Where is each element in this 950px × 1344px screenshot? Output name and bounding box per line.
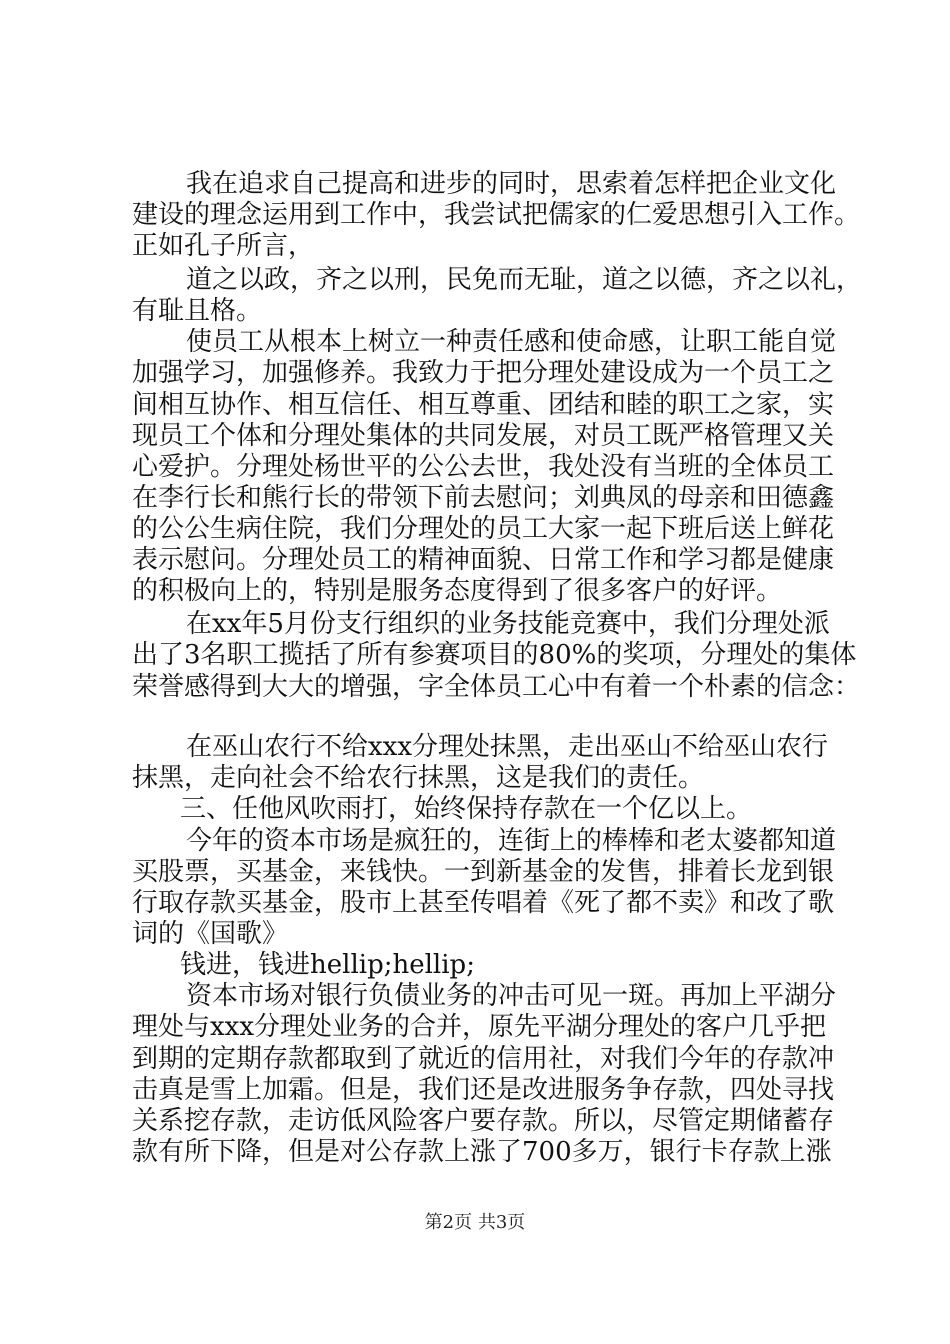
page-number-label: 第2页 共3页 [424,1212,526,1233]
text-line: 在李行长和熊行长的带领下前去慰问；刘典凤的母亲和田德鑫 [132,483,835,513]
text-line: 钱进，钱进hellip;hellip; [180,950,475,980]
text-line: 词的《国歌》 [132,919,289,949]
text-line: 抹黑，走向社会不给农行抹黑，这是我们的责任。 [132,763,705,793]
text-line: 道之以政，齐之以刑，民免而无耻，道之以德，齐之以礼， [186,265,863,295]
text-line: 出了3名职工揽括了所有参赛项目的80%的奖项，分理处的集体 [132,640,857,670]
text-line: 买股票，买基金，来钱快。一到新基金的发售，排着长龙到银 [132,857,835,887]
text-line: 现员工个体和分理处集体的共同发展，对员工既严格管理又关 [132,421,835,451]
text-line: 行取存款买基金，股市上甚至传唱着《死了都不卖》和改了歌 [132,888,835,918]
text-line: 今年的资本市场是疯狂的，连街上的棒棒和老太婆都知道 [186,826,837,856]
text-line: 加强学习，加强修养。我致力于把分理处建设成为一个员工之 [132,358,835,388]
text-line: 在xx年5月份支行组织的业务技能竞赛中，我们分理处派 [186,609,830,639]
text-line: 使员工从根本上树立一种责任感和使命感，让职工能自觉 [186,327,837,357]
text-line: 资本市场对银行负债业务的冲击可见一斑。再加上平湖分 [186,981,837,1011]
text-line: 款有所下降，但是对公存款上涨了700多万，银行卡存款上涨 [132,1137,832,1167]
text-line: 的公公生病住院，我们分理处的员工大家一起下班后送上鲜花 [132,514,835,544]
text-line: 的积极向上的，特别是服务态度得到了很多客户的好评。 [132,576,783,606]
text-line: 表示慰问。分理处员工的精神面貌、日常工作和学习都是健康 [132,545,835,575]
text-line: 有耻且格。 [132,296,263,326]
text-line: 在巫山农行不给xxx分理处抹黑，走出巫山不给巫山农行 [186,732,828,762]
text-line: 荣誉感得到大大的增强，字全体员工心中有着一个朴素的信念： [132,672,861,702]
text-line: 关系挖存款，走访低风险客户要存款。所以，尽管定期储蓄存 [132,1106,835,1136]
text-line: 三、任他风吹雨打，始终保持存款在一个亿以上。 [180,794,753,824]
text-line: 正如孔子所言， [132,231,315,261]
text-line: 心爱护。分理处杨世平的公公去世，我处没有当班的全体员工 [132,452,835,482]
text-line: 到期的定期存款都取到了就近的信用社，对我们今年的存款冲 [132,1044,835,1074]
text-line: 间相互协作、相互信任、相互尊重、团结和睦的职工之家，实 [132,390,835,420]
text-line: 我在追求自己提高和进步的同时，思索着怎样把企业文化 [186,169,837,199]
page-footer [0,1211,950,1235]
text-line: 理处与xxx分理处业务的合并，原先平湖分理处的客户几乎把 [132,1012,826,1042]
text-line: 建设的理念运用到工作中，我尝试把儒家的仁爱思想引入工作。 [132,200,861,230]
text-line: 击真是雪上加霜。但是，我们还是改进服务争存款，四处寻找 [132,1075,835,1105]
